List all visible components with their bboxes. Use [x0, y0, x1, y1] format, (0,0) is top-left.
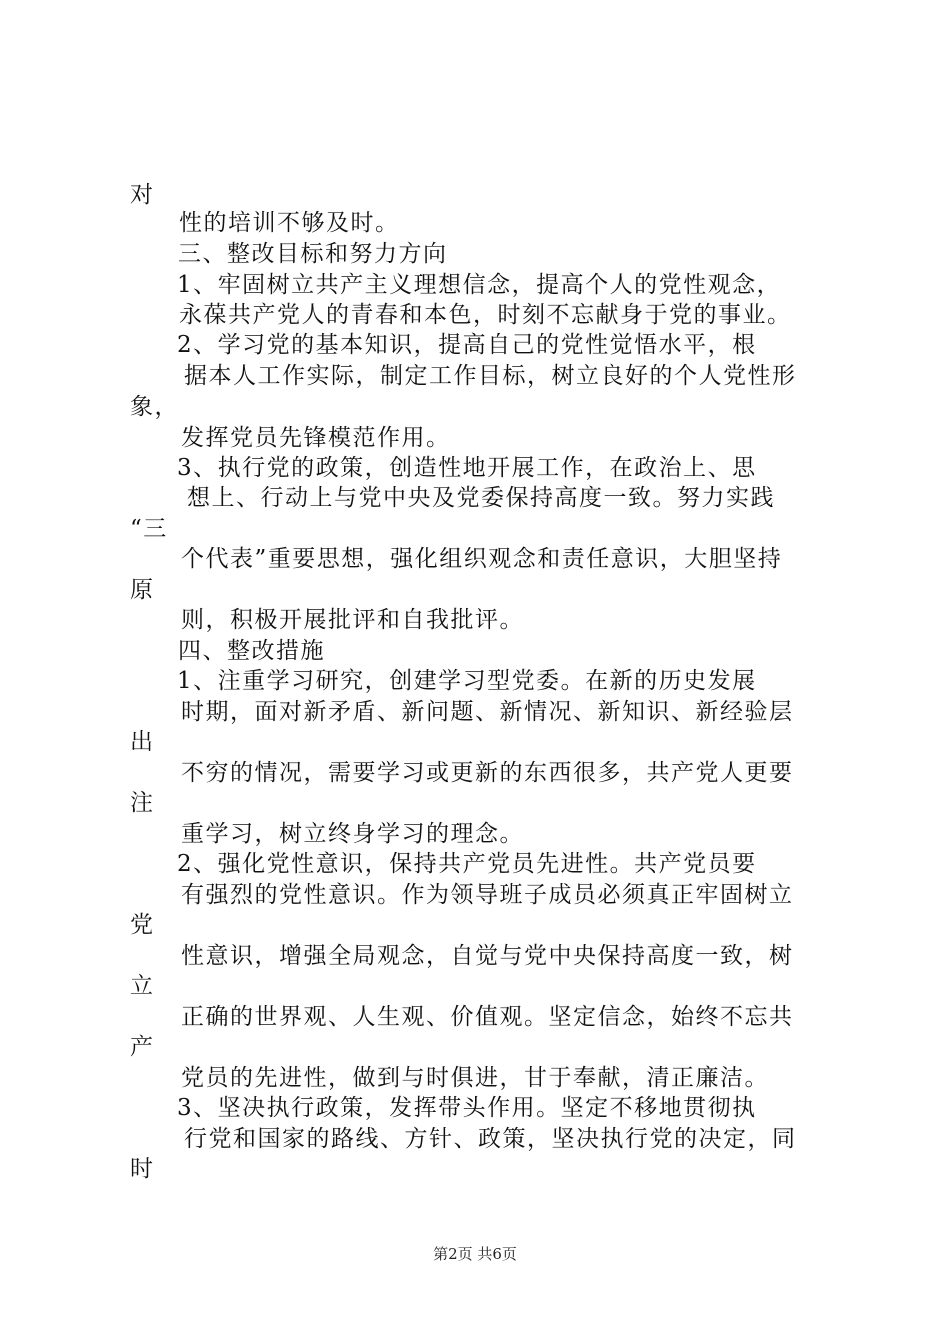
text-line: 党: [130, 912, 155, 938]
text-line: 立: [130, 973, 155, 999]
text-line: 据本人工作实际，制定工作目标，树立良好的个人党性形: [184, 363, 797, 389]
text-line: 时: [130, 1156, 155, 1182]
text-line: 原: [130, 577, 155, 603]
text-line: 产: [130, 1034, 155, 1060]
text-line: 则，积极开展批评和自我批评。: [181, 607, 524, 633]
text-line: 3、执行党的政策，创造性地开展工作，在政治上、思: [177, 455, 757, 481]
text-line: 有强烈的党性意识。作为领导班子成员必须真正牢固树立: [181, 882, 794, 908]
text-line: 时期，面对新矛盾、新问题、新情况、新知识、新经验层: [181, 699, 794, 725]
text-line: 对: [130, 182, 155, 208]
text-line: 1、注重学习研究，创建学习型党委。在新的历史发展: [177, 668, 757, 694]
text-line: 党员的先进性，做到与时俱进，甘于奉献，清正廉洁。: [181, 1065, 769, 1091]
text-line: 个代表”重要思想，强化组织观念和责任意识，大胆坚持: [181, 546, 783, 572]
text-line: 2、学习党的基本知识，提高自己的党性觉悟水平，根: [177, 332, 757, 358]
text-line: 3、坚决执行政策，发挥带头作用。坚定不移地贯彻执: [177, 1095, 757, 1121]
text-line: 想上、行动上与党中央及党委保持高度一致。努力实践: [187, 485, 775, 511]
text-line: 正确的世界观、人生观、价值观。坚定信念，始终不忘共: [181, 1004, 794, 1030]
text-line: 发挥党员先锋模范作用。: [181, 425, 451, 451]
page-footer: 第2页 共6页: [433, 1245, 517, 1263]
text-line: 性的培训不够及时。: [179, 210, 400, 236]
text-line: 注: [130, 790, 155, 816]
text-line: 不穷的情况，需要学习或更新的东西很多，共产党人更要: [181, 760, 794, 786]
text-line: 2、强化党性意识，保持共产党员先进性。共产党员要: [177, 851, 757, 877]
text-line: 重学习，树立终身学习的理念。: [181, 821, 524, 847]
text-line: 永葆共产党人的青春和本色，时刻不忘献身于党的事业。: [179, 302, 792, 328]
section-heading: 三、整改目标和努力方向: [178, 241, 448, 267]
text-line: 性意识，增强全局观念，自觉与党中央保持高度一致，树: [181, 943, 794, 969]
section-heading: 四、整改措施: [178, 638, 325, 664]
text-line: 行党和国家的路线、方针、政策，坚决执行党的决定，同: [184, 1126, 797, 1152]
text-line: “三: [130, 516, 168, 542]
text-line: 象，: [130, 394, 179, 420]
text-line: 1、牢固树立共产主义理想信念，提高个人的党性观念，: [177, 272, 782, 298]
text-line: 出: [130, 729, 155, 755]
